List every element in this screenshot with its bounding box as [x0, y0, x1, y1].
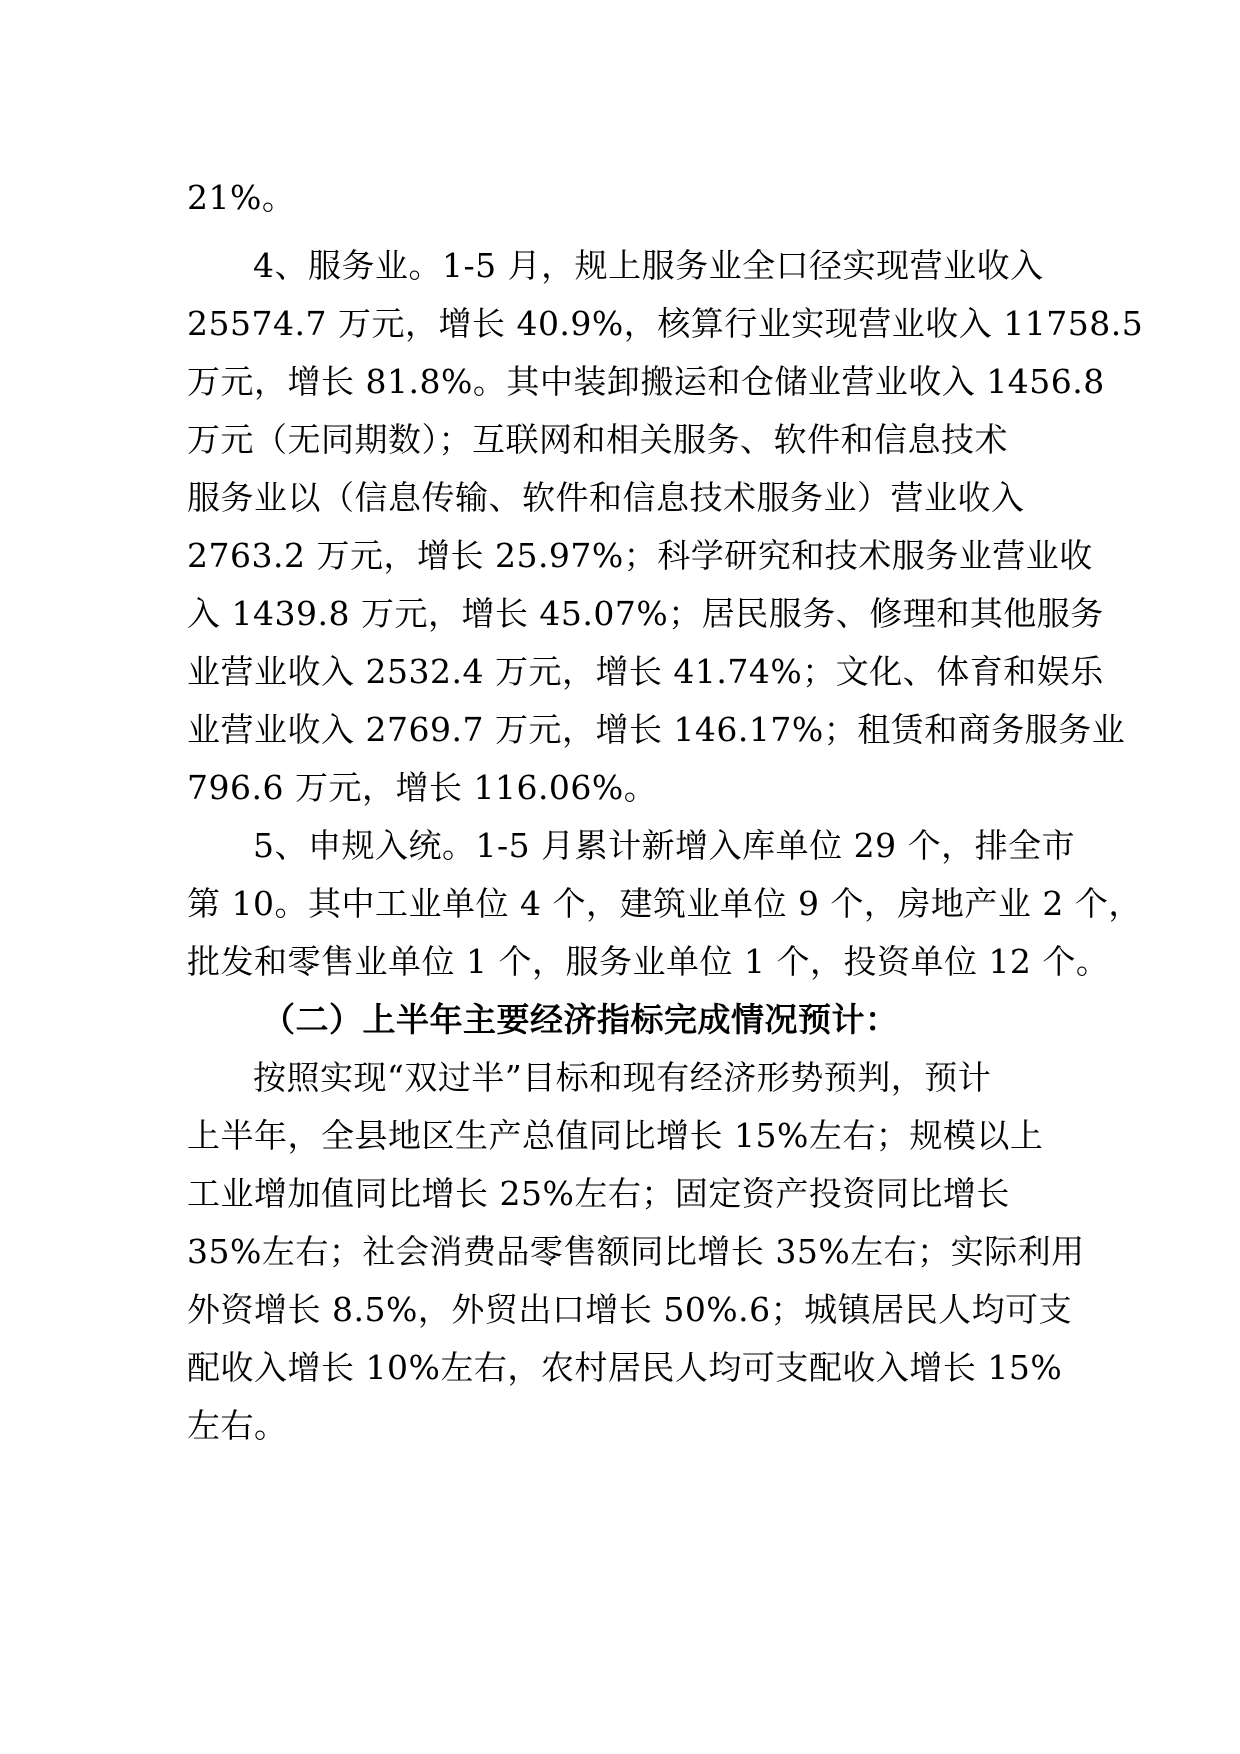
text-line: 万元（无同期数）；互联网和相关服务、软件和信息技术 — [187, 420, 1008, 459]
text-line: 服务业以（信息传输、软件和信息技术服务业）营业收入 — [187, 478, 1025, 517]
text-line: 工业增加值同比增长 25%左右；固定资产投资同比增长 — [187, 1174, 1010, 1213]
text-line: 外资增长 8.5%，外贸出口增长 50%.6；城镇居民人均可支 — [187, 1290, 1073, 1329]
text-line: 上半年，全县地区生产总值同比增长 15%左右；规模以上 — [187, 1116, 1044, 1155]
text-line: 配收入增长 10%左右，农村居民人均可支配收入增长 15% — [187, 1348, 1063, 1387]
text-line: 左右。 — [187, 1406, 288, 1445]
text-line: 业营业收入 2769.7 万元，增长 146.17%；租赁和商务服务业 — [187, 710, 1126, 749]
text-line: 批发和零售业单位 1 个，服务业单位 1 个，投资单位 12 个。 — [187, 942, 1110, 981]
paragraph-forecast-start: 按照实现“双过半”目标和现有经济形势预判，预计 — [253, 1058, 992, 1097]
text-line: 25574.7 万元，增长 40.9%，核算行业实现营业收入 11758.5 — [187, 304, 1144, 343]
section-heading: （二）上半年主要经济指标完成情况预计： — [262, 1000, 899, 1039]
paragraph-services-start: 4、服务业。1-5 月，规上服务业全口径实现营业收入 — [253, 246, 1044, 285]
paragraph-registration-start: 5、申规入统。1-5 月累计新增入库单位 29 个，排全市 — [253, 826, 1076, 865]
text-line: 第 10。其中工业单位 4 个，建筑业单位 9 个，房地产业 2 个， — [187, 884, 1142, 923]
text-line: 入 1439.8 万元，增长 45.07%；居民服务、修理和其他服务 — [187, 594, 1104, 633]
text-line: 21%。 — [187, 178, 296, 217]
text-line: 35%左右；社会消费品零售额同比增长 35%左右；实际利用 — [187, 1232, 1085, 1271]
text-line: 万元，增长 81.8%。其中装卸搬运和仓储业营业收入 1456.8 — [187, 362, 1105, 401]
text-line: 业营业收入 2532.4 万元，增长 41.74%；文化、体育和娱乐 — [187, 652, 1104, 691]
text-line: 796.6 万元，增长 116.06%。 — [187, 768, 658, 807]
text-line: 2763.2 万元，增长 25.97%；科学研究和技术服务业营业收 — [187, 536, 1093, 575]
